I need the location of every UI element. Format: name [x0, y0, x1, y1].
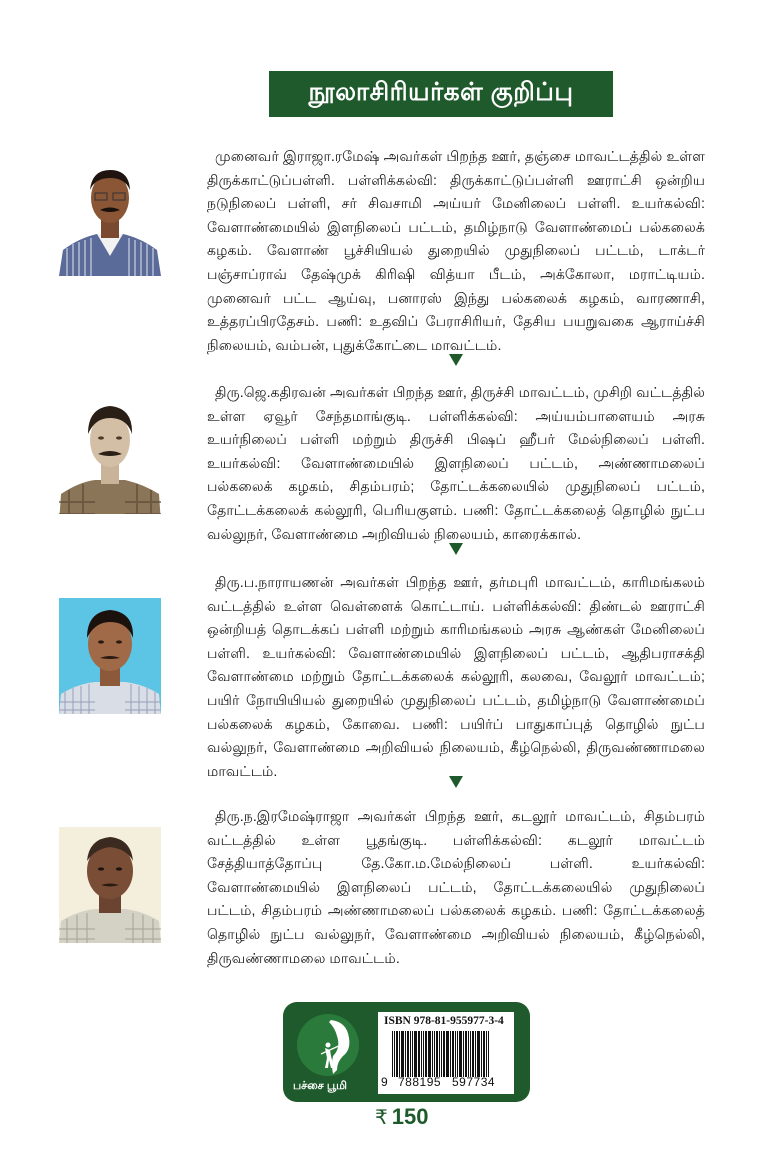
isbn-barcode — [378, 1012, 514, 1094]
author-photo-1 — [59, 160, 161, 276]
portrait-icon — [59, 827, 161, 943]
portrait-icon — [59, 398, 161, 514]
publisher-logo-icon — [297, 1014, 359, 1076]
author-bio-4: திரு.ந.இரமேஷ்ராஜா அவர்கள் பிறந்த ஊர், கடலூர் மாவட்டம், சிதம்பரம் வட்டத்தில் உள்ள பூதங்குடி. பள்ளிக்கல்வி: கடலூர் மாவட்டம் சேத்தியாத்தோப்பு தே.கோ.ம.மேல்நிலைப் பள்ளி. உயர்கல்வி: வேளாண்மையில் இளநிலைப் பட்டம், தோட்டக்கலையில் முதுநிலைப் பட்டம், சிதம்பரம் அண்ணாமலைப் பல்கலைக் கழகம். பணி: தோட்டக்கலைத் தொழில் நுட்ப வல்லுநர், வேளாண்மை அறிவியல் நிலையம், கீழ்நெல்லி, திருவண்ணாமலை மாவட்டம். — [207, 809, 705, 967]
author-photo-2 — [59, 398, 161, 514]
barcode-group-b: 597734 — [452, 1075, 496, 1089]
farmer-silhouette-icon — [297, 1014, 359, 1076]
isbn-label: ISBN 978-81-955977-3-4 — [384, 1015, 504, 1027]
price-tag — [375, 1104, 428, 1130]
portrait-icon — [59, 160, 161, 276]
page-title: நூலாசிரியர்கள் குறிப்பு — [308, 78, 574, 106]
barcode-group-a: 788195 — [398, 1075, 442, 1089]
down-arrow-icon — [449, 776, 463, 788]
rupee-icon: ₹ — [375, 1107, 388, 1129]
page-title-banner — [269, 71, 613, 117]
down-arrow-icon — [449, 543, 463, 555]
portrait-icon — [59, 598, 161, 714]
author-bio-1: முனைவர் இராஜா.ரமேஷ் அவர்கள் பிறந்த ஊர், தஞ்சை மாவட்டத்தில் உள்ள திருக்காட்டுப்பள்ளி. பள்ளிக்கல்வி: திருக்காட்டுப்பள்ளி ஊராட்சி ஒன்றிய நடுநிலைப் பள்ளி, சர் சிவசாமி அய்யர் மேனிலைப் பள்ளி. உயர்கல்வி: வேளாண்மையில் இளநிலைப் பட்டம், தமிழ்நாடு வேளாண்மைப் பல்கலைக் கழகம். வேளாண் பூச்சியியல் துறையில் முதுநிலைப் பட்டம், டாக்டர் பஞ்சாப்ராவ் தேஷ்முக் கிரிஷி வித்யா பீடம், அக்கோலா, மராட்டியம். முனைவர் பட்ட ஆய்வு, பனாரஸ் இந்து பல்கலைக் கழகம், வாரணாசி, உத்தரப்பிரதேசம். பணி: உதவிப் பேராசிரியர், தேசிய பயறுவகை ஆராய்ச்சி நிலையம், வம்பன், புதுக்கோட்டை மாவட்டம். — [207, 149, 705, 354]
publisher-isbn-panel — [283, 1002, 530, 1102]
publisher-name: பச்சை பூமி — [293, 1080, 347, 1092]
author-bio-2: திரு.ஜெ.கதிரவன் அவர்கள் பிறந்த ஊர், திருச்சி மாவட்டம், முசிறி வட்டத்தில் உள்ள ஏவூர் சேந்தமாங்குடி. பள்ளிக்கல்வி: அய்யம்பாளையம் அரசு உயர்நிலைப் பள்ளி மற்றும் திருச்சி பிஷப் ஹீபர் மேல்நிலைப் பள்ளி. உயர்கல்வி: வேளாண்மையில் இளநிலைப் பட்டம், அண்ணாமலைப் பல்கலைக் கழகம், சிதம்பரம்; தோட்டக்கலையில் முதுநிலைப் பட்டம், தோட்டக்கலைக் கல்லூரி, பெரியகுளம். பணி: தோட்டக்கலைத் தொழில் நுட்ப வல்லுநர், வேளாண்மை அறிவியல் நிலையம், காரைக்கால். — [207, 385, 705, 543]
down-arrow-icon — [449, 354, 463, 366]
author-bio-3: திரு.ப.நாராயணன் அவர்கள் பிறந்த ஊர், தர்மபுரி மாவட்டம், காரிமங்கலம் வட்டத்தில் உள்ள வெள்ளைக் கொட்டாய். பள்ளிக்கல்வி: திண்டல் ஊராட்சி ஒன்றியத் தொடக்கப் பள்ளி மற்றும் காரிமங்கலம் அரசு ஆண்கள் மேனிலைப் பள்ளி. உயர்கல்வி: வேளாண்மையில் இளநிலைப் பட்டம், ஆதிபராசக்தி வேளாண்மை மற்றும் தோட்டக்கலைக் கல்லூரி, கலவை, வேலூர் மாவட்டம்; பயிர் நோயியியல் துறையில் முதுநிலைப் பட்டம், தமிழ்நாடு வேளாண்மைப் பல்கலைக் கழகம், கோவை. பணி: பயிர்ப் பாதுகாப்புத் தொழில் நுட்ப வல்லுநர், வேளாண்மை அறிவியல் நிலையம், கீழ்நெல்லி, திருவண்ணாமலை மாவட்டம். — [207, 575, 705, 780]
author-photo-3 — [59, 598, 161, 714]
price-amount: 150 — [391, 1104, 429, 1129]
barcode-bars — [392, 1031, 506, 1077]
author-photo-4 — [59, 827, 161, 943]
barcode-digit-left: 9 — [381, 1075, 388, 1089]
